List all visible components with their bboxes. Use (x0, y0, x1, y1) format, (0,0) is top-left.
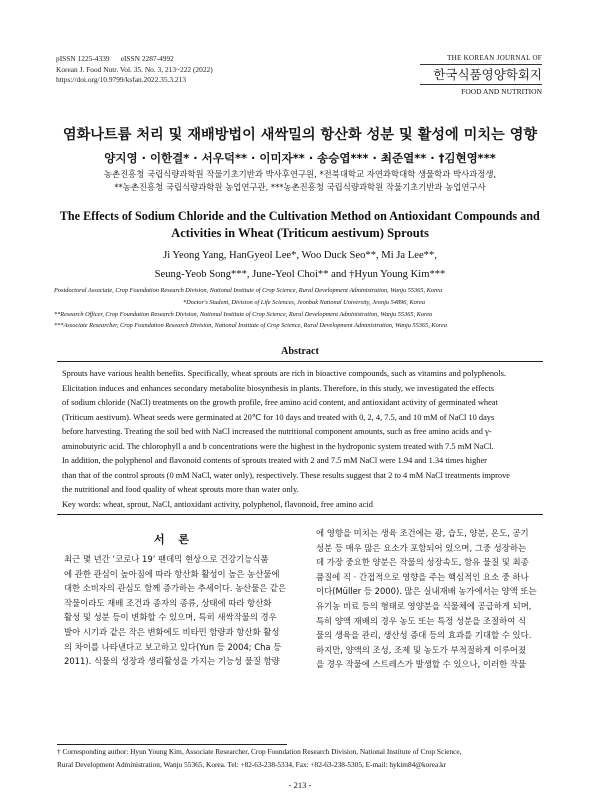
abstract-line: of sodium chloride (NaCl) treatments on the growth profile, free amino acid content, and antioxidant activity of germinated wheat (62, 398, 498, 407)
divider (420, 84, 542, 85)
body-line: 물의 생육을 관리, 생산성 증대 등의 효과를 기대할 수 있다. (316, 630, 532, 641)
abstract-line: Elicitation induces and enhances secondary metabolite biosynthesis in plants. Therefore, in this study, we investigated the effects (62, 383, 494, 393)
body-line: 성분 등 매우 많은 요소가 포함되어 있으며, 그중 성장하는 (316, 542, 527, 553)
english-affiliation-line: ***Associate Researcher, Crop Foundation Research Division, National Institute of Crop Science, Rural Development Administration, Wanju 55365, Korea (54, 322, 447, 330)
divider (420, 64, 542, 65)
body-line: 최근 몇 년간 ‘코로나 19’ 팬데믹 현상으로 건강기능식품 (64, 554, 269, 564)
abstract-top-rule (57, 361, 543, 362)
english-affiliation-line: Postdoctoral Associate, Crop Foundation Research Division, National Institute of Crop Science, Rural Development Administration, Wanju 55365, Korea (54, 287, 443, 294)
abstract-line: the nutritional and food quality of wheat sprouts more than water only. (62, 485, 299, 494)
abstract-line: Sprouts have various health benefits. Specifically, wheat sprouts are rich in bioactive compounds, such as vitamins and polyphenols. (62, 369, 506, 378)
journal-brand-line1: THE KOREAN JOURNAL OF (447, 54, 542, 62)
korean-affiliation-line: **농촌진흥청 국립식량과학원 농업연구관, ***농촌진흥청 국립식량과학원 작물기초기반과 농업연구사 (114, 181, 486, 192)
abstract-line: than that of the control sprouts (0 mM NaCl, water only), respectively. These results suggest that 2 to 4 mM NaCl treatments improve (62, 470, 510, 480)
abstract-line: (Triticum aestivum). Wheat seeds were germinated at 20℃ for 10 days and treated with 0, 2, 4, 7.5, and 10 mM of NaCl 10 days (62, 412, 495, 422)
footnote (57, 745, 547, 771)
english-affiliations (54, 285, 554, 332)
english-title (0, 208, 600, 242)
abstract-heading: Abstract (281, 346, 319, 357)
body-line: 데 가장 중요한 양분은 작물의 성장속도, 함유 물질 및 최종 (316, 557, 529, 568)
body-line: 이다(Müller 등 2000). 많은 실내재배 농가에서는 양액 또는 (316, 586, 537, 597)
english-authors-line: Seung-Yeob Song***, June-Yeol Choi** and †Hyun Young Kim*** (154, 269, 446, 280)
body-line: 작물이라도 재배 조건과 종자의 종류, 상태에 따라 항산화 (64, 597, 272, 608)
body-right-column (316, 526, 548, 672)
english-title-line: Activities in Wheat (Triticum aestivum) Sprouts (171, 226, 429, 240)
korean-affiliation-line: 농촌진흥청 국립식량과학원 작물기초기반과 박사후연구원, *전북대학교 자연과학대학 생물학과 박사과정생, (103, 169, 497, 179)
section-heading: 서 론 (153, 533, 195, 546)
body-left-column (64, 552, 284, 669)
issn-line: pISSN 1225-4339 eISSN 2287-4992 (56, 54, 174, 63)
body-line: 활성 및 성분 등이 변화할 수 있으며, 특히 새싹작물의 경우 (64, 612, 277, 623)
abstract-line: before harvesting. Treating the soil bed with NaCl increased the nutritional component amounts, such as free amino acids and γ- (62, 427, 492, 436)
citation-line: Korean J. Food Nutr. Vol. 35. No. 3, 213~222 (2022) (56, 64, 213, 74)
abstract-line: In addition, the polyphenol and flavonoid contents of sprouts treated with 2 and 7.5 mM NaCl were 1.94 and 1.34 times higher (62, 456, 487, 465)
body-line: 품질에 직 · 간접적으로 영향을 주는 핵심적인 요소 중 하나 (316, 571, 529, 582)
english-affiliation-line: **Research Officer, Crop Foundation Research Division, National Institute of Crop Science, Rural Development Administration, Wanju 55365, Korea (54, 310, 433, 318)
page-number: - 213 - (288, 780, 312, 790)
body-line: 에 관한 관심이 높아짐에 따라 항산화 활성이 높은 농산물에 (64, 568, 280, 579)
body-line: 에 영향을 미치는 생육 조건에는 광, 습도, 양분, 온도, 공기 (316, 528, 529, 538)
korean-affiliations (0, 168, 600, 193)
key-words: Key words: wheat, sprout, NaCl, antioxidant activity, polyphenol, flavonoid, free amino acid (62, 499, 373, 509)
korean-authors: 양지영 · 이한결* · 서우덕** · 이미자** · 송승엽*** · 최준열** · †김현영*** (104, 151, 496, 165)
footnote-line: Rural Development Administration, Wanju 55365, Korea. Tel: +82-63-238-5334, Fax: +82-63-238-5305, E-mail: hykim84@korea.kr (57, 760, 447, 769)
english-affiliation-line: *Doctor's Student, Division of Life Sciences, Jeonbuk National University, Jeonju 54896, Korea (183, 298, 425, 306)
body-line: 유기농 비료 등의 형태로 영양분을 식물체에 공급하게 되며, (316, 600, 532, 611)
body-line: 발아 시기과 같은 작은 변화에도 비타민 함량과 항산화 활성 (64, 626, 280, 637)
english-title-line: The Effects of Sodium Chloride and the Cultivation Method on Antioxidant Compounds and (59, 209, 540, 223)
abstract-bottom-rule (57, 514, 543, 515)
journal-korean-name: 한국식품영양학회지 (433, 67, 542, 82)
body-line: 하지만, 양액의 조성, 조제 및 농도가 부적절하게 이루어졌 (316, 644, 527, 655)
journal-brand-line3: FOOD AND NUTRITION (461, 87, 542, 96)
body-line: 의 차이를 나타낸다고 보고하고 있다(Yun 등 2004; Cha 등 (64, 641, 282, 652)
doi-link[interactable]: https://doi.org/10.9799/ksfan.2022.35.3.213 (56, 75, 187, 84)
body-line: 을 경우 작물에 스트레스가 발생할 수 있으나, 이러한 작물 (316, 659, 527, 670)
abstract-body (62, 367, 546, 512)
english-authors-line: Ji Yeong Yang, HanGyeol Lee*, Woo Duck Seo**, Mi Ja Lee**, (163, 250, 437, 261)
journal-header (56, 54, 213, 86)
abstract-line: aminobutyric acid. The chlorophyll a and b concentrations were the highest in the hydroponic system treated with 7.5 mM NaCl. (62, 441, 494, 451)
korean-title: 염화나트륨 처리 및 재배방법이 새싹밀의 항산화 성분 및 활성에 미치는 영향 (62, 127, 538, 143)
journal-brand (420, 54, 542, 96)
footnote-line: † Corresponding author: Hyun Young Kim, Associate Researcher, Crop Foundation Research Division, National Institute of Crop Science, (57, 747, 462, 756)
body-line: 특히 양액 재배의 경우 농도 또는 특정 성분을 조절하여 식 (316, 615, 527, 626)
english-authors (0, 246, 600, 284)
body-line: 2011). 식물의 성장과 생리활성을 가지는 기능성 물질 함량 (64, 656, 280, 667)
body-line: 대한 소비자의 관심도 함께 증가하는 추세이다. 농산물은 같은 (64, 583, 286, 594)
